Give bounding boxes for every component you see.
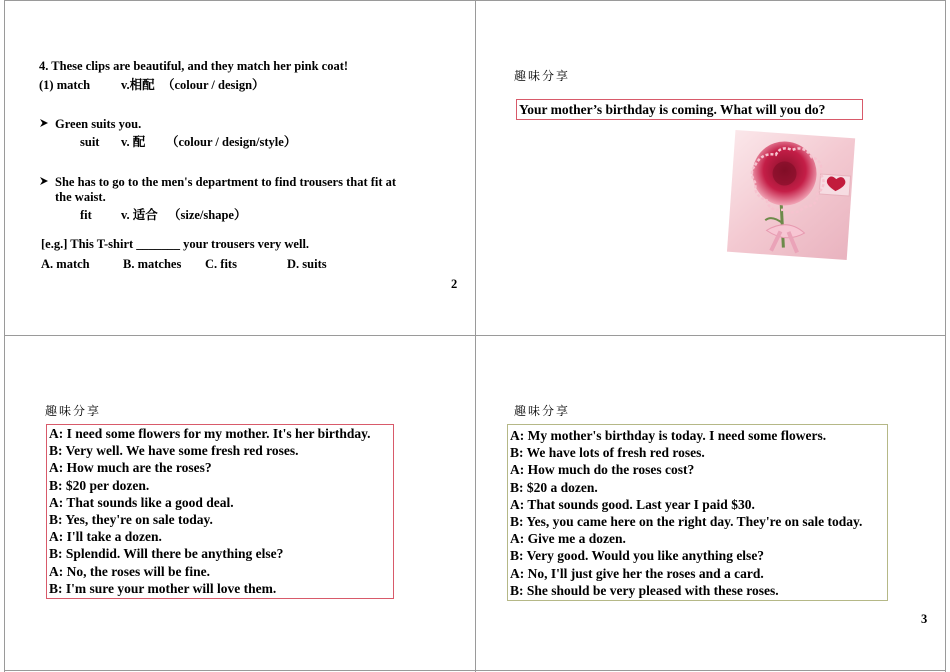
slide3-title: 趣味分享 — [45, 404, 102, 418]
dialogue-line: B: Very good. Would you like anything else? — [510, 548, 765, 564]
fit-note: （size/shape） — [168, 208, 247, 222]
dialogue-line: A: That sounds like a good deal. — [49, 494, 234, 510]
dialogue-1-lines — [49, 425, 370, 597]
dialogue-line: B: Splendid. Will there be anything else? — [49, 546, 284, 562]
slide4-title: 趣味分享 — [514, 404, 571, 418]
carnation-photo — [723, 128, 859, 264]
dialogue-line: B: Yes, they're on sale today. — [49, 512, 213, 528]
dialogue-2-lines — [510, 427, 862, 599]
suit-pos: v. 配 — [121, 135, 146, 149]
match-note: （colour / design） — [162, 78, 265, 92]
example-sentence: [e.g.] This T-shirt _______ your trousers very well. — [41, 237, 310, 251]
dialogue-line: B: She should be very pleased with these roses. — [510, 582, 779, 598]
fit-pos: v. 适合 — [121, 208, 158, 222]
option-b: B. matches — [123, 257, 182, 271]
dialogue-line: A: My mother's birthday is today. I need some flowers. — [510, 428, 827, 443]
question-box — [516, 99, 863, 120]
dialogue-box-2 — [507, 424, 888, 601]
dialogue-line: B: I'm sure your mother will love them. — [49, 580, 277, 596]
arrow-bullet-icon — [39, 176, 49, 186]
slide-dialogue-2 — [476, 336, 946, 671]
dialogue-line: B: $20 a dozen. — [510, 479, 598, 495]
dialogue-line: B: Yes, you came here on the right day. They're on sale today. — [510, 514, 863, 530]
slide-vocabulary — [0, 0, 475, 335]
match-label: (1) match — [39, 78, 91, 92]
dialogue-line: A: I need some flowers for my mother. It's her birthday. — [49, 426, 371, 441]
dialogue-line: A: That sounds good. Last year I paid $30. — [510, 496, 755, 512]
arrow-bullet-icon — [39, 118, 49, 128]
page-number: 2 — [451, 277, 458, 291]
option-d: D. suits — [287, 257, 327, 271]
dialogue-line: B: $20 per dozen. — [49, 477, 150, 493]
slide2-title: 趣味分享 — [514, 69, 571, 83]
dialogue-line: B: We have lots of fresh red roses. — [510, 445, 705, 461]
bullet-fit-line2: the waist. — [55, 190, 106, 204]
option-a: A. match — [41, 257, 90, 271]
suit-note: （colour / design/style） — [166, 135, 297, 149]
bullet-suits: Green suits you. — [55, 117, 142, 131]
dialogue-line: A: I'll take a dozen. — [49, 529, 162, 545]
dialogue-line: A: How much do the roses cost? — [510, 462, 695, 478]
bullet-fit-line1: She has to go to the men's department to find trousers that fit at — [55, 175, 397, 189]
fit-label: fit — [80, 208, 92, 222]
option-c: C. fits — [205, 257, 237, 271]
slide-dialogue-1 — [0, 336, 475, 671]
page-number: 3 — [921, 612, 928, 626]
slide1-heading: 4. These clips are beautiful, and they match her pink coat! — [39, 59, 349, 73]
dialogue-line: A: How much are the roses? — [49, 460, 212, 476]
match-pos: v.相配 — [121, 78, 155, 92]
dialogue-line: A: No, the roses will be fine. — [49, 563, 210, 579]
question-text: Your mother’s birthday is coming. What will you do? — [519, 102, 826, 117]
dialogue-box-1 — [46, 424, 394, 599]
dialogue-line: B: Very well. We have some fresh red roses. — [49, 443, 299, 459]
dialogue-line: A: Give me a dozen. — [510, 531, 626, 547]
dialogue-line: A: No, I'll just give her the roses and a card. — [510, 565, 764, 581]
slide-question — [476, 0, 946, 335]
suit-label: suit — [80, 135, 100, 149]
